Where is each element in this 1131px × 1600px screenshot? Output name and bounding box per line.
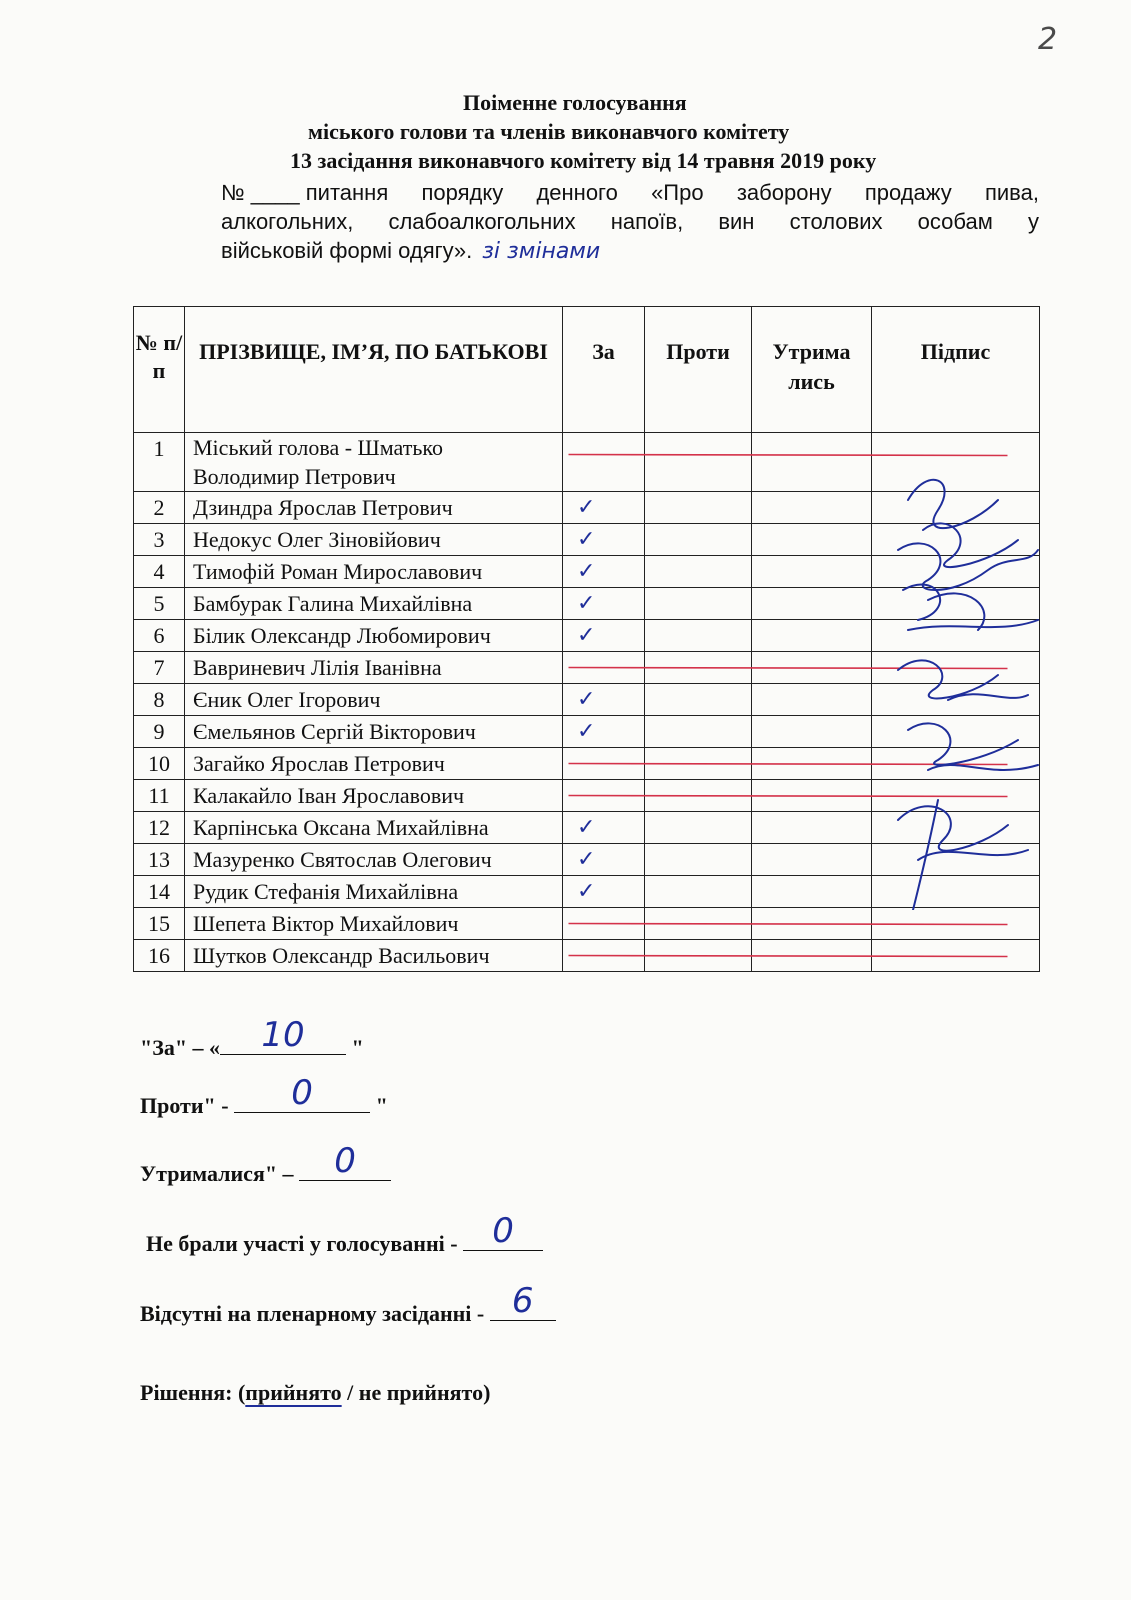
vote-abstained-cell [752, 433, 872, 492]
member-name: Єник Олег Ігорович [185, 684, 563, 716]
member-name: Недокус Олег Зіновійович [185, 524, 563, 556]
vote-against-cell [645, 684, 752, 716]
title-line-1: Поіменне голосування [463, 90, 687, 115]
vote-abstained-cell [752, 876, 872, 908]
vote-against-cell [645, 812, 752, 844]
row-number: 13 [134, 844, 185, 876]
summary-abstained: Утрималися" – 0 [140, 1156, 391, 1187]
vote-for-cell [563, 652, 645, 684]
summary-not-participated: Не брали участі у голосуванні - 0 [146, 1226, 543, 1257]
vote-against-cell [645, 876, 752, 908]
header-against: Проти [645, 307, 752, 433]
vote-against-cell [645, 620, 752, 652]
decision-accepted: прийнято [245, 1380, 342, 1405]
vote-against-cell [645, 588, 752, 620]
vote-against-cell [645, 908, 752, 940]
header-for: За [563, 307, 645, 433]
member-name: Калакайло Іван Ярославович [185, 780, 563, 812]
vote-against-cell [645, 940, 752, 972]
row-number: 3 [134, 524, 185, 556]
vote-for-cell [563, 588, 645, 620]
row-number: 14 [134, 876, 185, 908]
vote-for-cell [563, 780, 645, 812]
row-number: 16 [134, 940, 185, 972]
member-name: Міський голова - Шматько Володимир Петрович [185, 433, 563, 492]
row-number: 1 [134, 433, 185, 492]
table-row [134, 716, 1040, 748]
table-row [134, 433, 1040, 492]
table-row [134, 556, 1040, 588]
vote-for-cell [563, 620, 645, 652]
table-row [134, 492, 1040, 524]
vote-abstained-cell [752, 812, 872, 844]
signature-cell [872, 684, 1040, 716]
header-num: № п/ п [134, 307, 185, 433]
table-row [134, 748, 1040, 780]
vote-against-cell [645, 716, 752, 748]
against-count: 0 [291, 1073, 313, 1113]
table-header-row [134, 307, 1040, 433]
signature-cell [872, 524, 1040, 556]
row-number: 11 [134, 780, 185, 812]
vote-for-cell [563, 812, 645, 844]
check-mark-icon: ✓ [577, 527, 596, 552]
member-name: Ємельянов Сергій Вікторович [185, 716, 563, 748]
vote-abstained-cell [752, 524, 872, 556]
signature-cell [872, 940, 1040, 972]
vote-abstained-cell [752, 492, 872, 524]
table-row [134, 652, 1040, 684]
row-number: 2 [134, 492, 185, 524]
summary-absent: Відсутні на пленарному засіданні - 6 [140, 1296, 556, 1327]
table-row [134, 876, 1040, 908]
signature-cell [872, 433, 1040, 492]
member-name: Дзиндра Ярослав Петрович [185, 492, 563, 524]
member-name: Білик Олександр Любомирович [185, 620, 563, 652]
vote-for-cell [563, 716, 645, 748]
signature-cell [872, 556, 1040, 588]
table-row [134, 620, 1040, 652]
signature-cell [872, 588, 1040, 620]
header-name: ПРІЗВИЩЕ, ІМ’Я, ПО БАТЬКОВІ [185, 307, 563, 433]
vote-abstained-cell [752, 716, 872, 748]
check-mark-icon: ✓ [577, 879, 596, 904]
title-line-2: міського голови та членів виконавчого комітету [308, 119, 790, 144]
signature-cell [872, 652, 1040, 684]
vote-for-cell [563, 876, 645, 908]
check-mark-icon: ✓ [577, 687, 596, 712]
vote-against-cell [645, 652, 752, 684]
vote-abstained-cell [752, 780, 872, 812]
row-number: 10 [134, 748, 185, 780]
absent-count: 6 [511, 1281, 534, 1321]
row-number: 7 [134, 652, 185, 684]
member-name: Мазуренко Святослав Олегович [185, 844, 563, 876]
signature-cell [872, 876, 1040, 908]
vote-for-cell [563, 433, 645, 492]
header-abstained: Утрима лись [752, 307, 872, 433]
row-number: 9 [134, 716, 185, 748]
check-mark-icon: ✓ [577, 815, 596, 840]
vote-abstained-cell [752, 748, 872, 780]
check-mark-icon: ✓ [577, 623, 596, 648]
member-name: Шутков Олександр Васильович [185, 940, 563, 972]
row-number: 8 [134, 684, 185, 716]
member-name: Карпінська Оксана Михайлівна [185, 812, 563, 844]
summary-against: Проти" - 0 " [140, 1073, 388, 1118]
signature-cell [872, 748, 1040, 780]
vote-abstained-cell [752, 940, 872, 972]
agenda-line-2: алкогольних, слабоалкогольних напоїв, вин столових особам у [221, 209, 1039, 234]
table-row [134, 684, 1040, 716]
handwritten-note: зі змінами [482, 239, 601, 264]
table-row [134, 940, 1040, 972]
signature-cell [872, 844, 1040, 876]
vote-for-cell [563, 684, 645, 716]
table-row [134, 812, 1040, 844]
vote-abstained-cell [752, 620, 872, 652]
signature-cell [872, 716, 1040, 748]
vote-abstained-cell [752, 684, 872, 716]
vote-for-cell [563, 748, 645, 780]
vote-for-cell [563, 844, 645, 876]
vote-abstained-cell [752, 652, 872, 684]
row-number: 15 [134, 908, 185, 940]
signature-cell [872, 780, 1040, 812]
agenda-line-1: № ____ питання порядку денного «Про заборону продажу пива, [221, 180, 1039, 205]
table-row [134, 524, 1040, 556]
vote-for-cell [563, 908, 645, 940]
vote-for-cell [563, 492, 645, 524]
signature-cell [872, 620, 1040, 652]
table-row [134, 908, 1040, 940]
check-mark-icon: ✓ [577, 559, 596, 584]
vote-against-cell [645, 524, 752, 556]
header-signature: Підпис [872, 307, 1040, 433]
row-number: 5 [134, 588, 185, 620]
vote-against-cell [645, 780, 752, 812]
signature-cell [872, 908, 1040, 940]
not-participated-count: 0 [492, 1211, 514, 1251]
vote-against-cell [645, 556, 752, 588]
agenda-line-3: військовій формі одягу». зі змінами [221, 238, 601, 264]
vote-abstained-cell [752, 908, 872, 940]
vote-for-cell [563, 556, 645, 588]
member-name: Шепета Віктор Михайлович [185, 908, 563, 940]
page-number: 2 [1038, 22, 1058, 57]
check-mark-icon: ✓ [577, 591, 596, 616]
summary-for: "За" – « 10 " [140, 1015, 364, 1060]
signature-cell [872, 812, 1040, 844]
row-number: 6 [134, 620, 185, 652]
vote-table [133, 306, 1040, 972]
table-row [134, 780, 1040, 812]
vote-against-cell [645, 748, 752, 780]
member-name: Рудик Стефанія Михайлівна [185, 876, 563, 908]
check-mark-icon: ✓ [577, 719, 596, 744]
decision: Рішення: (прийнято / не прийнято) [140, 1380, 491, 1405]
vote-abstained-cell [752, 556, 872, 588]
vote-against-cell [645, 492, 752, 524]
agenda-item [221, 178, 1039, 266]
table-row [134, 588, 1040, 620]
check-mark-icon: ✓ [577, 495, 596, 520]
vote-for-cell [563, 940, 645, 972]
member-name: Загайко Ярослав Петрович [185, 748, 563, 780]
vote-abstained-cell [752, 588, 872, 620]
row-number: 12 [134, 812, 185, 844]
member-name: Тимофій Роман Мирославович [185, 556, 563, 588]
member-name: Вавриневич Лілія Іванівна [185, 652, 563, 684]
for-count: 10 [261, 1015, 305, 1055]
table-row [134, 844, 1040, 876]
signature-cell [872, 492, 1040, 524]
title-line-3: 13 засідання виконавчого комітету від 14 травня 2019 року [290, 148, 877, 173]
vote-against-cell [645, 844, 752, 876]
member-name: Бамбурак Галина Михайлівна [185, 588, 563, 620]
vote-against-cell [645, 433, 752, 492]
vote-abstained-cell [752, 844, 872, 876]
document-title [230, 88, 1030, 175]
abstained-count: 0 [334, 1141, 356, 1181]
row-number: 4 [134, 556, 185, 588]
vote-for-cell [563, 524, 645, 556]
check-mark-icon: ✓ [577, 847, 596, 872]
